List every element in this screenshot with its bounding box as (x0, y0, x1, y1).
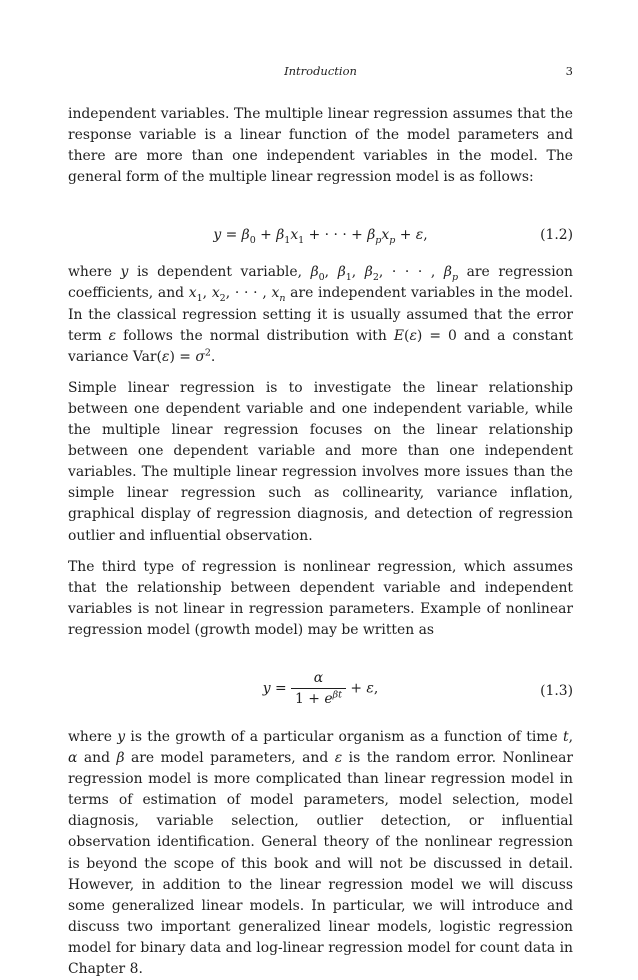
paragraph-2: where y is dependent variable, $\beta_0$, $\beta_1$, $\beta_2$, · · · , $\beta_p$ are regression coefficients, and $x_1$, $x_2$, · · · , $x_n$ are independent variables in the model. In the classical regression setting it is usually assumed that the error term ε follows the normal distribution with E(ε) = 0 and a constant variance $Var(\varepsilon) = \sigma^2$. (68, 264, 573, 365)
paragraph-5: where y is the growth of a particular organism as a function of time t, α and β are model parameters, and ε is the random error. Nonlinear regression model is more complicated than linear regression model in terms of estimation of model parameters, model selection, model diagnosis, variable selection, outlier detection, or influential observation identification. General theory of the nonlinear regression is beyond the scope of this book and will not be discussed in detail. However, in addition to the linear regression model we will discuss some generalized linear models. In particular, we will introduce and discuss two important generalized linear models, logistic regression model for binary data and log-linear regression model for count data in Chapter 8. (68, 728, 573, 977)
equation-1-3 (68, 668, 573, 714)
paragraph-4: The third type of regression is nonlinear regression, which assumes that the relationship between dependent variable and independent variables is not linear in regression parameters. Example of nonlinear regression model (growth model) may be written as (68, 558, 573, 638)
equation-1-2-body: $y = \beta_0 + \beta_1x_1$ + · · · + $\beta_px_p + \varepsilon$, (213, 227, 428, 247)
paragraph-1: independent variables. The multiple linear regression assumes that the response variable is a linear function of the model parameters and there are more than one independent variables in the model. The general form of the multiple linear regression model is as follows: (68, 106, 573, 186)
page-number: 3 (565, 64, 573, 78)
equation-1-2 (68, 217, 573, 251)
paragraph-3: Simple linear regression is to investigate the linear relationship between one dependent variable and one independent variable, while the multiple linear regression focuses on the linear relationship between one dependent variable and more than one independent variables. The multiple linear regression involves more issues than the simple linear regression such as collinearity, variance inflation, graphical display of regression diagnosis, and detection of regression outlier and influential observation. (68, 379, 573, 544)
running-head (68, 64, 573, 82)
body-text (68, 104, 573, 980)
equation-1-3-number: (1.3) (540, 682, 573, 699)
equation-1-2-number: (1.2) (540, 227, 573, 244)
running-head-title: Introduction (284, 64, 357, 78)
equation-1-3-body: y = $\frac{\alpha}{1 + e^{\beta t}}$ + ε, (262, 669, 379, 707)
